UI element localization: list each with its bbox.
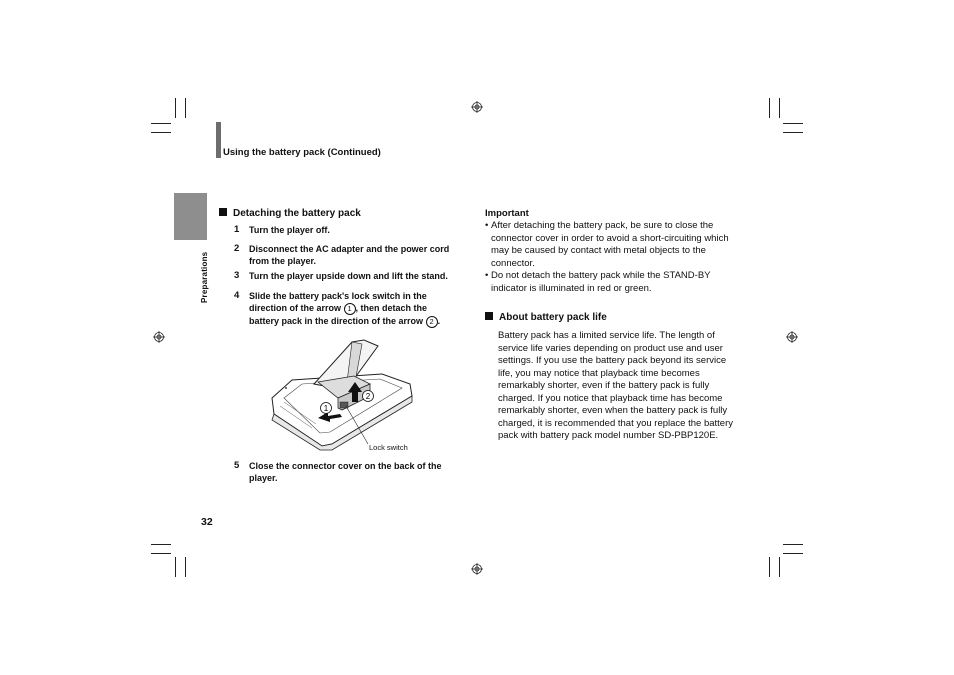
step-2: [234, 243, 469, 267]
crop-mark: [185, 98, 186, 118]
crop-mark: [779, 557, 780, 577]
page-header-title: Using the battery pack (Continued): [223, 147, 381, 158]
crop-mark: [769, 98, 770, 118]
step-5: [234, 460, 464, 484]
important-list: [485, 220, 740, 295]
step-text-c: .: [437, 316, 441, 326]
lock-switch-label: Lock switch: [369, 443, 408, 452]
important-title: Important: [485, 208, 529, 219]
registration-mark-icon: [786, 331, 798, 343]
step-text: Turn the player upside down and lift the stand.: [249, 271, 448, 281]
step-text: Disconnect the AC adapter and the power cord from the player.: [249, 244, 450, 266]
crop-mark: [151, 553, 171, 554]
crop-mark: [783, 123, 803, 124]
section-title-battery-life: About battery pack life: [485, 312, 607, 323]
crop-mark: [151, 132, 171, 133]
square-bullet-icon: [485, 312, 493, 320]
list-item: • After detaching the battery pack, be sure to close the connector cover in order to avoid a short-circuiting which may be caused by contact with metal objects to the connector.: [485, 220, 740, 270]
crop-mark: [783, 544, 803, 545]
crop-mark: [185, 557, 186, 577]
step-text-a: Slide the battery pack's lock switch in the direction of the arrow: [249, 291, 427, 313]
crop-mark: [783, 132, 803, 133]
crop-mark: [783, 553, 803, 554]
step-number: 2: [234, 243, 240, 254]
step-number: 1: [234, 224, 240, 235]
step-number: 4: [234, 290, 240, 301]
circled-number-2: 2: [426, 316, 438, 328]
circled-number-1: 1: [344, 303, 356, 315]
crop-mark: [175, 557, 176, 577]
step-text: Turn the player off.: [249, 225, 330, 235]
battery-detach-illustration: [262, 336, 422, 451]
step-4: [234, 290, 454, 328]
header-accent-bar: [216, 122, 221, 158]
crop-mark: [779, 98, 780, 118]
list-item: • Do not detach the battery pack while the STAND-BY indicator is illuminated in red or green.: [485, 270, 740, 295]
crop-mark: [151, 544, 171, 545]
step-text: Close the connector cover on the back of the player.: [249, 461, 442, 483]
registration-mark-icon: [471, 563, 483, 575]
page-number: 32: [201, 516, 213, 528]
step-number: 5: [234, 460, 240, 471]
square-bullet-icon: [219, 208, 227, 216]
step-3: [234, 270, 474, 282]
crop-mark: [769, 557, 770, 577]
step-text-b: , then detach the battery pack in the direction of the arrow: [249, 303, 428, 326]
arrow-1-label: 1: [323, 404, 329, 413]
arrow-2-label: 2: [365, 392, 371, 401]
crop-mark: [151, 123, 171, 124]
step-number: 3: [234, 270, 240, 281]
registration-mark-icon: [153, 331, 165, 343]
section-tab-label: Preparations: [200, 251, 209, 303]
battery-life-paragraph: Battery pack has a limited service life. The length of service life varies depending on product use and user settings. If you use the battery pack beyond its service life, you may notice that playback time becomes remarkably shorter, even if the battery pack is fully charged. If you notice that playback time has become remarkably shorter, even when the battery pack is fully charged, it is recommended that you replace the battery pack with battery pack model number SD-PBP120E.: [498, 330, 733, 441]
registration-mark-icon: [471, 101, 483, 113]
step-1: [234, 224, 469, 236]
section-tab: [174, 193, 207, 240]
section-title-detach: Detaching the battery pack: [219, 208, 361, 219]
crop-mark: [175, 98, 176, 118]
